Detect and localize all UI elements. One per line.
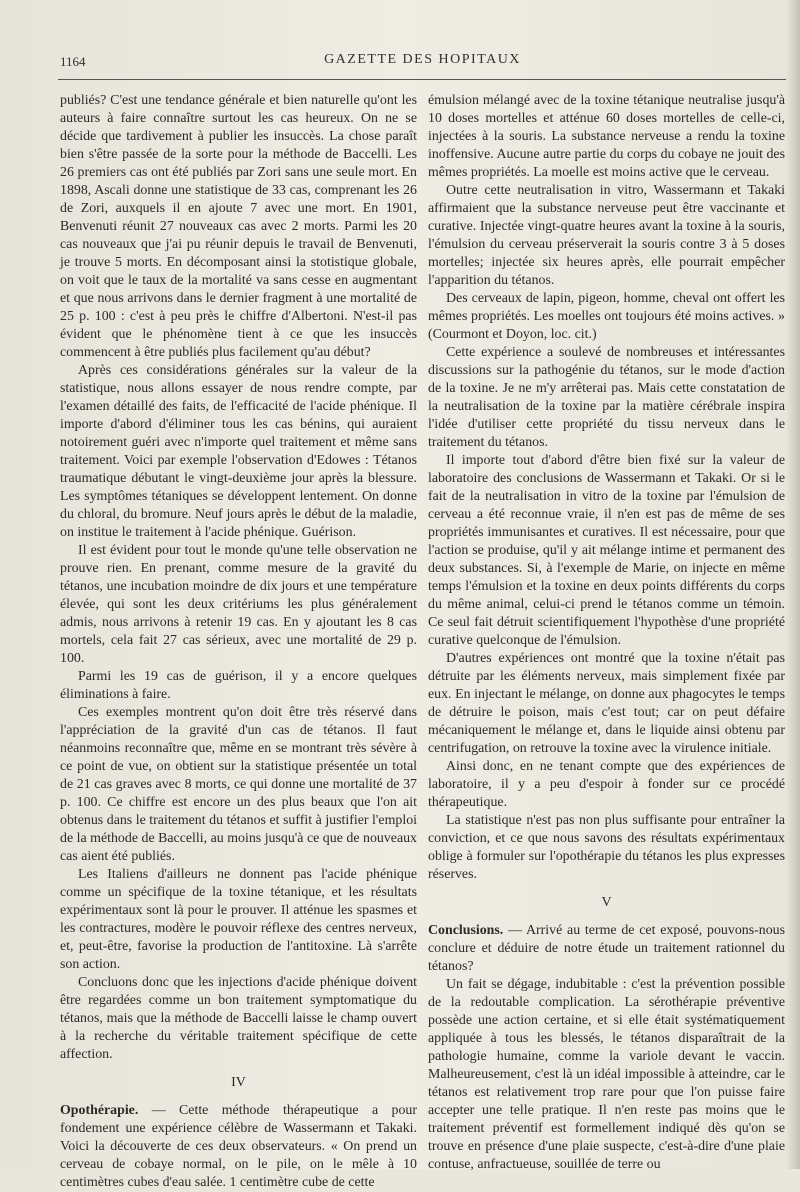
runin-title: Conclusions. — [428, 923, 504, 938]
page-header — [60, 50, 785, 72]
paragraph: Concluons donc que les injections d'acide phénique doivent être regardées comme un bon traitement symptomatique du tétanos, mais que la méthode de Baccelli laisse le champ ouvert à la recherche du véritable traitement spécifique de cette affection. — [60, 975, 417, 1062]
paragraph — [428, 922, 785, 976]
journal-title: GAZETTE DES HOPITAUX — [324, 52, 521, 67]
paragraph: La statistique n'est pas non plus suffisante pour entraîner la conviction, et ce que nous savons des résultats expérimentaux oblige à formuler sur l'opothérapie du tétanos les plus expresses réserves. — [428, 813, 785, 882]
paragraph: Cette expérience a soulevé de nombreuses et intéressantes discussions sur la pathogénie du tétanos, sur le mode d'action de la toxine. Je ne m'y arrêterai pas. Mais cette constatation de la neutralisation de la toxine par la matière cérébrale inspira l'idée d'utiliser cette propriété du tissu nerveux dans le traitement du tétanos. — [428, 345, 785, 450]
paragraph-text: — Arrivé au terme de cet exposé, pouvons-nous conclure et déduire de notre étude un traitement rationnel du tétanos? — [428, 923, 785, 974]
section-heading: IV — [231, 1075, 246, 1090]
paragraph: émulsion mélangé avec de la toxine tétanique neutralise jusqu'à 10 doses mortelles et atténue 60 doses mortelles de celle-ci, injectées à la souris. La substance nerveuse a rendu la toxine inoffensive. Aucune autre partie du corps du cobaye ne jouit des mêmes propriétés. La moelle est moins active que le cerveau. — [428, 93, 785, 180]
paragraph: Après ces considérations générales sur la valeur de la statistique, nous allons essayer de nous rendre compte, par l'examen détaillé des faits, de l'efficacité de l'acide phénique. Il importe d'abord d'éliminer tous les cas bénins, qui auraient notoirement guéri avec n'importe quel traitement et même sans traitement. Voici par exemple l'observation d'Edowes : Tétanos traumatique débutant le vingt-deuxième jour après la blessure. Les symptômes tétaniques se développent lentement. On donne du chloral, du bromure. Neuf jours après le début de la maladie, on institue le traitement à l'acide phénique. Guérison. — [60, 363, 417, 540]
section-heading: V — [601, 895, 612, 910]
paragraph: Il importe tout d'abord d'être bien fixé sur la valeur de laboratoire des conclusions de Wassermann et Takaki. Or si le fait de la neutralisation in vitro de la toxine par l'émulsion de cerveau a été reconnue vraie, il n'en est pas de même de ses propriétés immunisantes et curatives. Il est nécessaire, pour que l'action se produise, qu'il y ait mélange intime et permanent des deux substances. Si, à l'exemple de Marie, on injecte en même temps l'émulsion et la toxine en deux points différents du corps du même animal, celui-ci prend le tétanos comme un témoin. Ce seul fait détruit scientifiquement l'hypothèse d'une propriété curative quelconque de l'émulsion. — [428, 453, 785, 648]
runin-title: Opothérapie. — [60, 1103, 139, 1118]
paragraph: Ainsi donc, en ne tenant compte que des expériences de laboratoire, il y a peu d'espoir à fonder sur ce procédé thérapeutique. — [428, 759, 785, 810]
paragraph: Des cerveaux de lapin, pigeon, homme, cheval ont offert les mêmes propriétés. Les moelles ont toujours été moins actives. » (Courmont et Doyon, loc. cit.) — [428, 291, 785, 342]
left-column — [60, 92, 417, 1192]
paragraph-text: — Cette méthode thérapeutique a pour fondement une expérience célèbre de Wassermann et Takaki. Voici la découverte de ces deux observateurs. « On prend un cerveau de cobaye normal, on le pile, on le mêle à 10 centimètres cubes d'eau salée. 1 centimètre cube de cette — [60, 1103, 417, 1190]
page-edge-shadow — [786, 0, 800, 1169]
paragraph: Un fait se dégage, indubitable : c'est la prévention possible de la redoutable complication. La sérothérapie préventive possède une action certaine, et si elle était systématiquement appliquée à tous les blessés, le tétanos disparaîtrait de la pathologie humaine, comme la variole devant le vaccin. Malheureusement, c'est là un idéal impossible à atteindre, car le tétanos est relativement trop rare pour que l'on puisse faire accepter une telle pratique. Il n'en reste pas moins que le traitement préventif est formellement indiqué dès qu'on se trouve en présence d'une plaie suspecte, c'est-à-dire d'une plaie contuse, anfractueuse, souillée de terre ou — [428, 977, 785, 1172]
right-column — [428, 92, 785, 1174]
page-number: 1164 — [60, 54, 86, 69]
paragraph: Il est évident pour tout le monde qu'une telle observation ne prouve rien. En prenant, comme mesure de la gravité du tétanos, une incubation moindre de dix jours et une température élevée, qui sont les deux critériums les plus généralement admis, nous arrivons à retenir 19 cas. En y ajoutant les 8 cas mortels, cela fait 27 cas sérieux, avec une mortalité de 29 p. 100. — [60, 543, 417, 666]
paragraph: publiés? C'est une tendance générale et bien naturelle qu'ont les auteurs à faire connaître surtout les cas heureux. On ne se décide que tardivement à publier les insuccès. La chose paraît bien s'être passée de la sorte pour la méthode de Baccelli. Les 26 premiers cas ont été publiés par Zori sans une seule mort. En 1898, Ascali donne une statistique de 33 cas, comprenant les 26 de Zori, auxquels il en ajoute 7 avec une mort. En 1901, Benvenuti réunit 27 nouveaux cas avec 2 morts. Parmi les 20 cas nouveaux que j'ai pu réunir depuis le travail de Benvenuti, je trouve 5 morts. En décomposant ainsi la stotistique globale, on voit que le taux de la mortalité va sans cesse en augmentant et que nous arrivons dans le dernier fragment à une mortalité de 25 p. 100 : c'est à peu près le chiffre d'Albertoni. N'est-il pas évident que le phénomène tient à ce que les insuccès commencent à être publiés plus facilement qu'au début? — [60, 93, 417, 360]
paragraph: Parmi les 19 cas de guérison, il y a encore quelques éliminations à faire. — [60, 669, 417, 702]
paragraph — [60, 1102, 417, 1192]
paragraph: Outre cette neutralisation in vitro, Wassermann et Takaki affirmaient que la substance nerveuse peut être vaccinante et curative. Injectée vingt-quatre heures avant la toxine à la souris, l'émulsion du cerveau préserverait la souris contre 3 à 5 doses mortelles; injectée six heures après, elle pourrait empêcher l'apparition du tétanos. — [428, 183, 785, 288]
paragraph: Les Italiens d'ailleurs ne donnent pas l'acide phénique comme un spécifique de la toxine tétanique, et les résultats expérimentaux sont là pour le prouver. Il atténue les spasmes et les contractures, modère le pouvoir réflexe des centres nerveux, et, peut-être, favorise la production de l'antitoxine. Là s'arrête son action. — [60, 867, 417, 972]
paragraph: Ces exemples montrent qu'on doit être très réservé dans l'appréciation de la gravité d'un cas de tétanos. Il faut néanmoins reconnaître que, même en se montrant très sévère à ce point de vue, on obtient sur la statistique présentée un total de 21 cas graves avec 8 morts, ce qui donne une mortalité de 37 p. 100. Ce chiffre est encore un des plus beaux que l'on ait obtenus dans le traitement du tétanos et suffit à justifier l'emploi de la méthode de Baccelli, au moins jusqu'à ce que de nouveaux cas aient été publiés. — [60, 705, 417, 864]
header-rule — [58, 79, 786, 80]
paragraph: D'autres expériences ont montré que la toxine n'était pas détruite par les éléments nerveux, mais simplement fixée par eux. En injectant le mélange, on donne aux phagocytes le temps de détruire le poison, mais c'est tout; car on peut défaire mécaniquement le mélange et, dans le liquide ainsi obtenu par centrifugation, on retrouve la toxine avec la virulence initiale. — [428, 651, 785, 756]
